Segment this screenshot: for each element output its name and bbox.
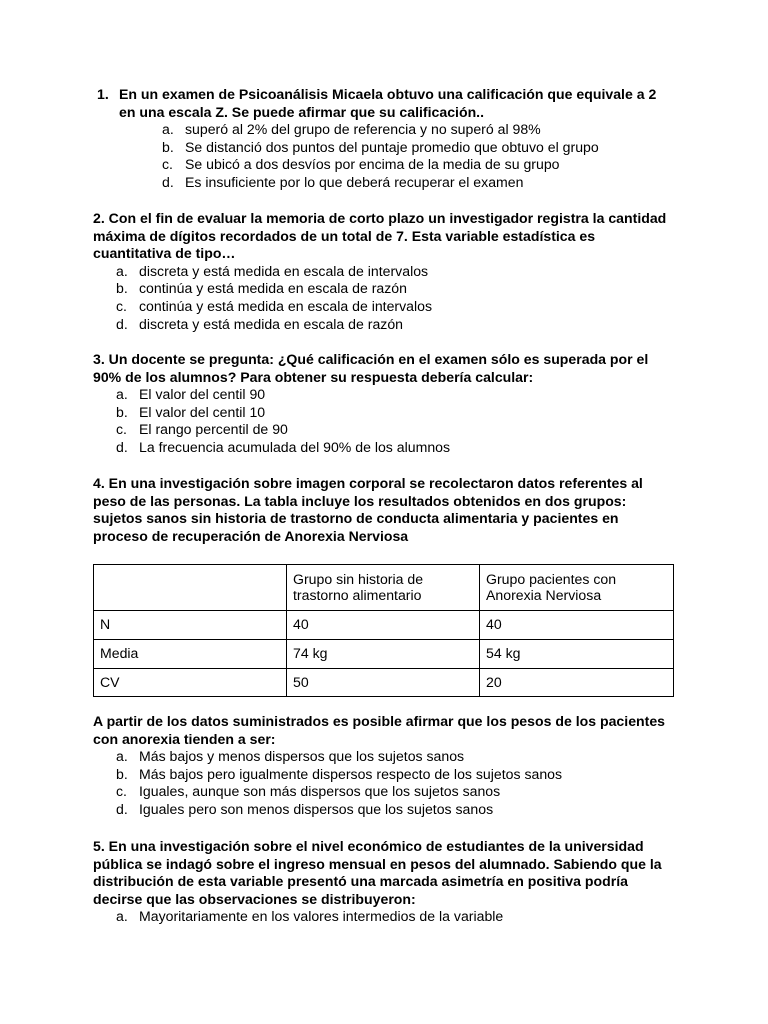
question-5-stem-row-2 [0,856,768,874]
option-letter: a. [116,908,128,925]
question-2-option-d [0,316,768,334]
option-text: continúa y está medida en escala de razón [139,280,407,297]
option-letter: d. [116,315,128,332]
question-4-stem-row-2 [0,493,768,511]
table-row-label: N [94,611,287,640]
question-2-stem-row-1 [0,210,768,228]
option-text: La frecuencia acumulada del 90% de los alumnos [139,438,451,455]
option-text: El rango percentil de 90 [139,421,288,438]
question-1-number: 1. [97,86,109,102]
question-1-stem-line: en una escala Z. Se puede afirmar que su calificación.. [119,103,485,120]
question-4-stem-line: proceso de recuperación de Anorexia Nerviosa [93,527,409,544]
option-text: continúa y está medida en escala de intervalos [139,297,433,314]
question-4-stem-row-3 [0,510,768,528]
question-2-stem-line: máxima de dígitos recordados de un total de 7. Esta variable estadística es [93,227,596,244]
table-row-label: Media [94,640,287,669]
question-1-stem-line: En un examen de Psicoanálisis Micaela obtuvo una calificación que equivale a 2 [119,86,657,102]
question-3-option-d [0,439,768,457]
table-cell: 20 [480,669,674,697]
table-row-cv [94,669,674,697]
option-text: discreta y está medida en escala de intervalos [139,262,429,279]
option-text: Se distanció dos puntos del puntaje promedio que obtuvo el grupo [185,138,599,155]
option-letter: c. [116,783,127,800]
question-4-followup [0,713,768,819]
question-5 [0,838,768,926]
option-text: El valor del centil 90 [139,386,266,403]
table-row-label: CV [94,669,287,697]
table-cell: 74 kg [287,640,480,669]
question-4-stem-row-1 [0,475,768,493]
option-text: Más bajos y menos dispersos que los sujetos sanos [139,748,465,765]
table-row-media [94,640,674,669]
option-text: Iguales pero son menos dispersos que los sujetos sanos [139,800,494,817]
table-header-cell-healthy-group: Grupo sin historia de trastorno alimentario [287,565,480,611]
question-1 [0,86,768,192]
question-5-stem-line: pública se indagó sobre el ingreso mensual en pesos del alumnado. Sabiendo que la [93,855,662,872]
question-3-option-c [0,421,768,439]
question-5-stem-row-1 [0,838,768,856]
option-letter: a. [116,386,128,403]
table-cell: 54 kg [480,640,674,669]
question-3-stem-line: 90% de los alumnos? Para obtener su respuesta debería calcular: [93,368,534,385]
question-5-stem-row-4 [0,891,768,909]
option-text: Se ubicó a dos desvíos por encima de la media de su grupo [185,156,560,173]
question-2-stem-line: cuantitativa de tipo… [93,245,236,262]
question-2 [0,210,768,333]
question-5-stem-line: decirse que las observaciones se distribuyeron: [93,890,416,907]
question-2-option-b [0,280,768,298]
option-letter: b. [162,138,174,155]
option-text: discreta y está medida en escala de razón [139,315,404,332]
question-4 [0,475,768,545]
option-letter: a. [116,748,128,765]
question-1-stem-row-2 [0,104,768,122]
question-2-stem-row-3 [0,245,768,263]
option-letter: a. [116,262,128,279]
option-text: Mayoritariamente en los valores intermedios de la variable [139,908,504,925]
table-cell: 50 [287,669,480,697]
question-4-followup-row-2 [0,731,768,749]
question-4-followup-line: con anorexia tienden a ser: [93,730,276,747]
option-letter: d. [116,800,128,817]
option-letter: c. [162,156,173,173]
option-letter: b. [116,280,128,297]
table-cell: 40 [480,611,674,640]
table-header-cell-anorexia-group: Grupo pacientes con Anorexia Nerviosa [480,565,674,611]
question-4-followup-row-1 [0,713,768,731]
question-2-stem-line: 2. Con el fin de evaluar la memoria de corto plazo un investigador registra la cantidad [93,210,667,226]
option-text: Es insuficiente por lo que deberá recuperar el examen [185,173,524,190]
question-1-option-a [0,121,768,139]
option-letter: d. [116,438,128,455]
question-3-stem-line: 3. Un docente se pregunta: ¿Qué calificación en el examen sólo es superada por el [93,351,649,367]
question-3-stem-row-1 [0,351,768,369]
option-text: Más bajos pero igualmente dispersos respecto de los sujetos sanos [139,765,563,782]
question-3-stem-row-2 [0,369,768,387]
table-header-empty-cell [94,565,287,611]
question-4-followup-line: A partir de los datos suministrados es posible afirmar que los pesos de los pacientes [93,713,666,729]
option-letter: c. [116,421,127,438]
question-4-stem-line: sujetos sanos sin historia de trastorno de conducta alimentaria y pacientes en [93,510,619,527]
question-2-option-c [0,298,768,316]
option-letter: b. [116,403,128,420]
question-4-stem-row-4 [0,528,768,546]
question-5-stem-row-3 [0,873,768,891]
option-text: superó al 2% del grupo de referencia y no superó al 98% [185,121,541,138]
question-4-option-a [0,748,768,766]
question-1-option-b [0,139,768,157]
table-cell: 40 [287,611,480,640]
question-3 [0,351,768,457]
question-4-stem-line: 4. En una investigación sobre imagen corporal se recolectaron datos referentes al [93,475,643,491]
question-4-option-d [0,801,768,819]
question-2-stem-row-2 [0,228,768,246]
question-1-option-c [0,156,768,174]
question-1-stem-row-1 [0,86,768,104]
option-letter: c. [116,297,127,314]
table-row-n [94,611,674,640]
question-5-stem-line: 5. En una investigación sobre el nivel económico de estudiantes de la universidad [93,838,644,854]
option-letter: a. [162,121,174,138]
option-letter: b. [116,765,128,782]
option-text: El valor del centil 10 [139,403,266,420]
question-4-stem-line: peso de las personas. La tabla incluye los resultados obtenidos en dos grupos: [93,492,627,509]
table-header-row [94,565,674,611]
question-5-stem-line: distribución de esta variable presentó una marcada asimetría en positiva podría [93,873,628,890]
question-4-option-b [0,766,768,784]
option-letter: d. [162,173,174,190]
question-2-option-a [0,263,768,281]
question-1-option-d [0,174,768,192]
question-3-option-b [0,404,768,422]
question-3-option-a [0,386,768,404]
option-text: Iguales, aunque son más dispersos que los sujetos sanos [139,783,501,800]
question-4-option-c [0,783,768,801]
question-5-option-a [0,908,768,926]
weight-comparison-table [93,564,674,697]
